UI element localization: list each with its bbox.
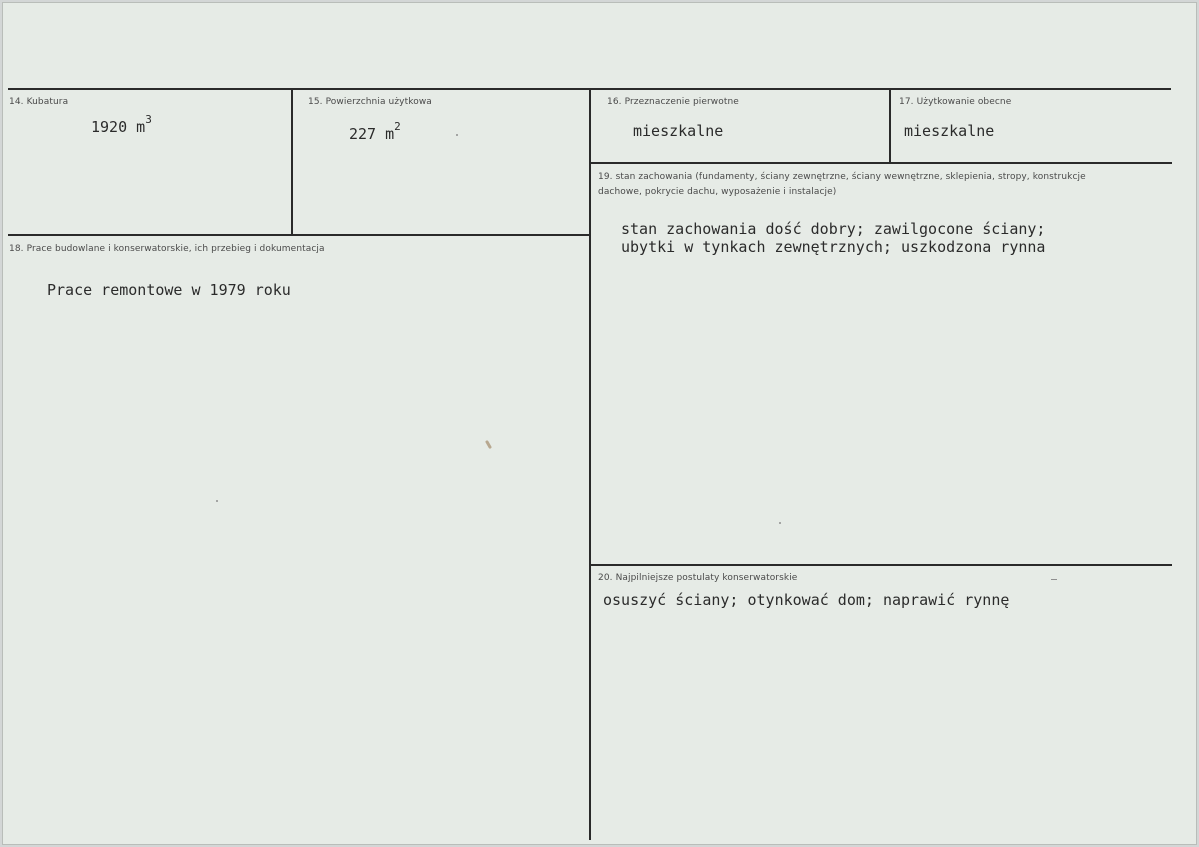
divider-16-17 — [889, 90, 891, 164]
field-16-label: 16. Przeznaczenie pierwotne — [607, 97, 739, 107]
field-16-value: mieszkalne — [633, 122, 724, 140]
paper-speck — [779, 522, 781, 524]
field-14-label: 14. Kubatura — [9, 97, 69, 107]
field-19-value-line-2: ubytki w tynkach zewnętrznych; uszkodzona rynna — [621, 238, 1046, 256]
field-14-value-exponent: 3 — [145, 113, 152, 126]
field-17-label: 17. Użytkowanie obecne — [899, 97, 1012, 107]
paper-speck — [216, 500, 218, 502]
center-divider — [589, 90, 591, 840]
field-18-label: 18. Prace budowlane i konserwatorskie, ich przebieg i dokumentacja — [9, 244, 325, 254]
field-19-label: 19. stan zachowania (fundamenty, ściany zewnętrzne, ściany wewnętrzne, sklepienia, stropy, konstrukcje dachowe, pokrycie dachu, wyposażenie i instalacje) — [598, 172, 1086, 197]
paper-speck — [485, 440, 492, 449]
field-19-value-line-1: stan zachowania dość dobry; zawilgocone ściany; — [621, 220, 1046, 238]
field-18-value: Prace remontowe w 1979 roku — [47, 281, 291, 299]
field-17-value: mieszkalne — [904, 122, 995, 140]
field-19-value — [621, 220, 1045, 256]
field-15-value-exponent: 2 — [394, 120, 401, 133]
paper-speck — [1051, 579, 1057, 580]
paper-speck — [456, 134, 458, 136]
field-15-value-text: 227 m — [349, 125, 395, 143]
rule-16-17-bottom — [591, 162, 1172, 164]
field-14-value — [91, 113, 152, 136]
field-20-value: osuszyć ściany; otynkować dom; naprawić rynnę — [603, 591, 1010, 609]
field-20-label: 20. Najpilniejsze postulaty konserwatorskie — [598, 573, 798, 583]
record-card — [2, 2, 1197, 845]
field-15-label: 15. Powierzchnia użytkowa — [308, 97, 432, 107]
rule-19-bottom — [591, 564, 1172, 566]
field-14-value-text: 1920 m — [91, 118, 146, 136]
field-15-value — [349, 120, 401, 143]
divider-14-15 — [291, 90, 293, 236]
rule-14-15-bottom — [8, 234, 590, 236]
